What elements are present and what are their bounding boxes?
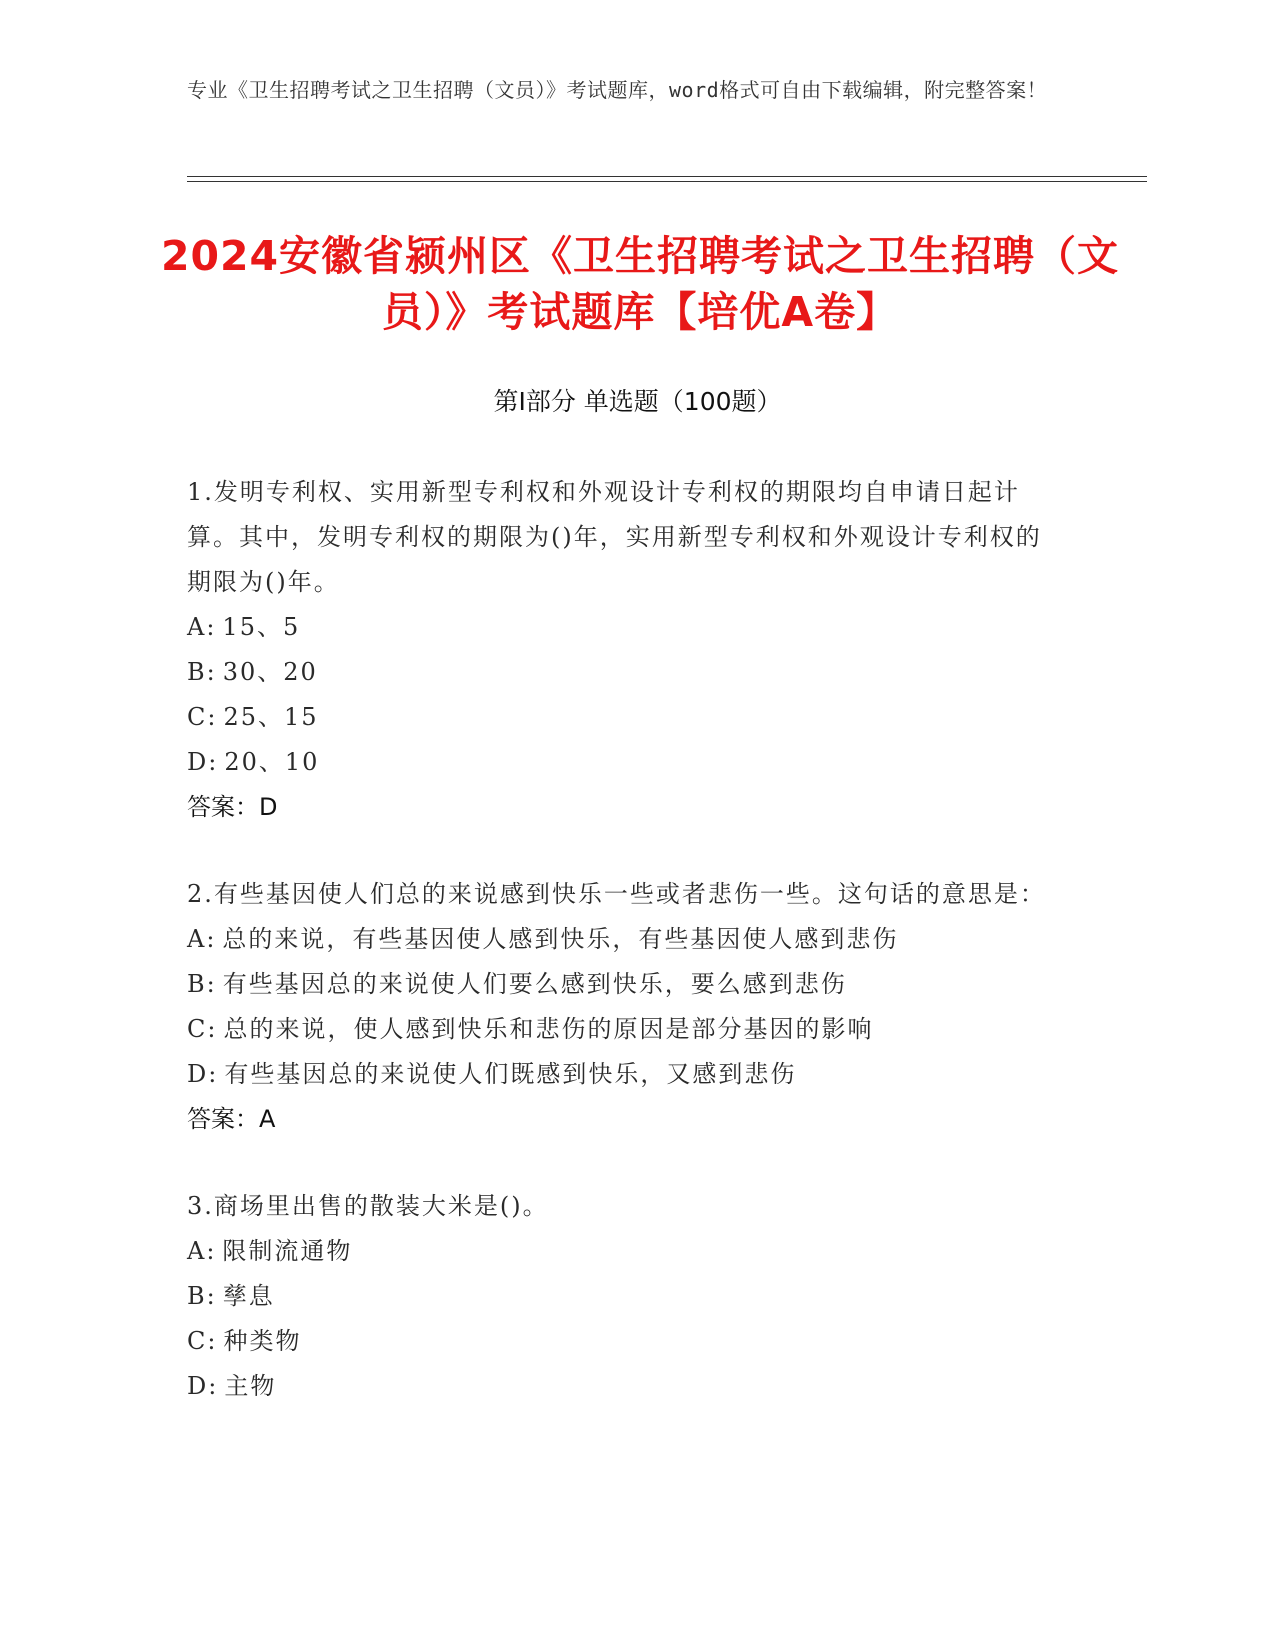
question-stem: 2.有些基因使人们总的来说感到快乐一些或者悲伤一些。这句话的意思是： bbox=[187, 880, 1046, 908]
option-c bbox=[187, 1319, 1067, 1364]
answer-line: 答案：D bbox=[187, 793, 278, 821]
header-divider-top bbox=[187, 176, 1147, 177]
option-letter: D: bbox=[187, 1372, 219, 1400]
option-d bbox=[187, 740, 1067, 785]
option-text: 主物 bbox=[224, 1372, 277, 1400]
option-d bbox=[187, 1364, 1067, 1409]
option-letter: C: bbox=[187, 703, 218, 731]
option-text: 种类物 bbox=[223, 1327, 302, 1355]
option-b bbox=[187, 1274, 1067, 1319]
option-letter: C: bbox=[187, 1327, 218, 1355]
option-letter: B: bbox=[187, 658, 217, 686]
option-a bbox=[187, 605, 1067, 650]
option-c bbox=[187, 695, 1067, 740]
option-text: 限制流通物 bbox=[222, 1237, 353, 1265]
header-divider-bottom bbox=[187, 181, 1147, 182]
option-text: 30、20 bbox=[222, 658, 318, 686]
option-text: 25、15 bbox=[223, 703, 319, 731]
option-letter: B: bbox=[187, 970, 217, 998]
option-letter: A: bbox=[187, 613, 217, 641]
option-letter: C: bbox=[187, 1015, 218, 1043]
option-letter: A: bbox=[187, 925, 217, 953]
option-b bbox=[187, 650, 1067, 695]
question-1 bbox=[187, 470, 1067, 830]
question-stem: 3.商场里出售的散装大米是()。 bbox=[187, 1192, 549, 1220]
header-note: 专业《卫生招聘考试之卫生招聘（文员）》考试题库，word格式可自由下载编辑，附完整答案！ bbox=[187, 78, 1048, 102]
question-list bbox=[187, 470, 1067, 1451]
option-c bbox=[187, 1007, 1067, 1052]
option-letter: D: bbox=[187, 1060, 219, 1088]
answer-line: 答案：A bbox=[187, 1105, 276, 1133]
question-3 bbox=[187, 1184, 1067, 1409]
option-text: 总的来说，使人感到快乐和悲伤的原因是部分基因的影响 bbox=[223, 1015, 874, 1043]
option-text: 有些基因总的来说使人们要么感到快乐，要么感到悲伤 bbox=[222, 970, 847, 998]
option-a bbox=[187, 917, 1067, 962]
section-title: 第Ⅰ部分 单选题（100题） bbox=[493, 387, 782, 416]
option-letter: A: bbox=[187, 1237, 217, 1265]
option-b bbox=[187, 962, 1067, 1007]
question-stem: 1.发明专利权、实用新型专利权和外观设计专利权的期限均自申请日起计算。其中，发明专利权的期限为()年，实用新型专利权和外观设计专利权的期限为()年。 bbox=[187, 478, 1042, 596]
option-text: 15、5 bbox=[222, 613, 301, 641]
option-text: 孳息 bbox=[222, 1282, 275, 1310]
option-d bbox=[187, 1052, 1067, 1097]
option-text: 有些基因总的来说使人们既感到快乐，又感到悲伤 bbox=[224, 1060, 797, 1088]
option-a bbox=[187, 1229, 1067, 1274]
question-2 bbox=[187, 872, 1067, 1142]
option-text: 总的来说，有些基因使人感到快乐，有些基因使人感到悲伤 bbox=[222, 925, 899, 953]
document-title: 2024安徽省颍州区《卫生招聘考试之卫生招聘（文员）》考试题库【培优A卷】 bbox=[160, 232, 1120, 336]
option-letter: D: bbox=[187, 748, 219, 776]
option-letter: B: bbox=[187, 1282, 217, 1310]
option-text: 20、10 bbox=[224, 748, 320, 776]
